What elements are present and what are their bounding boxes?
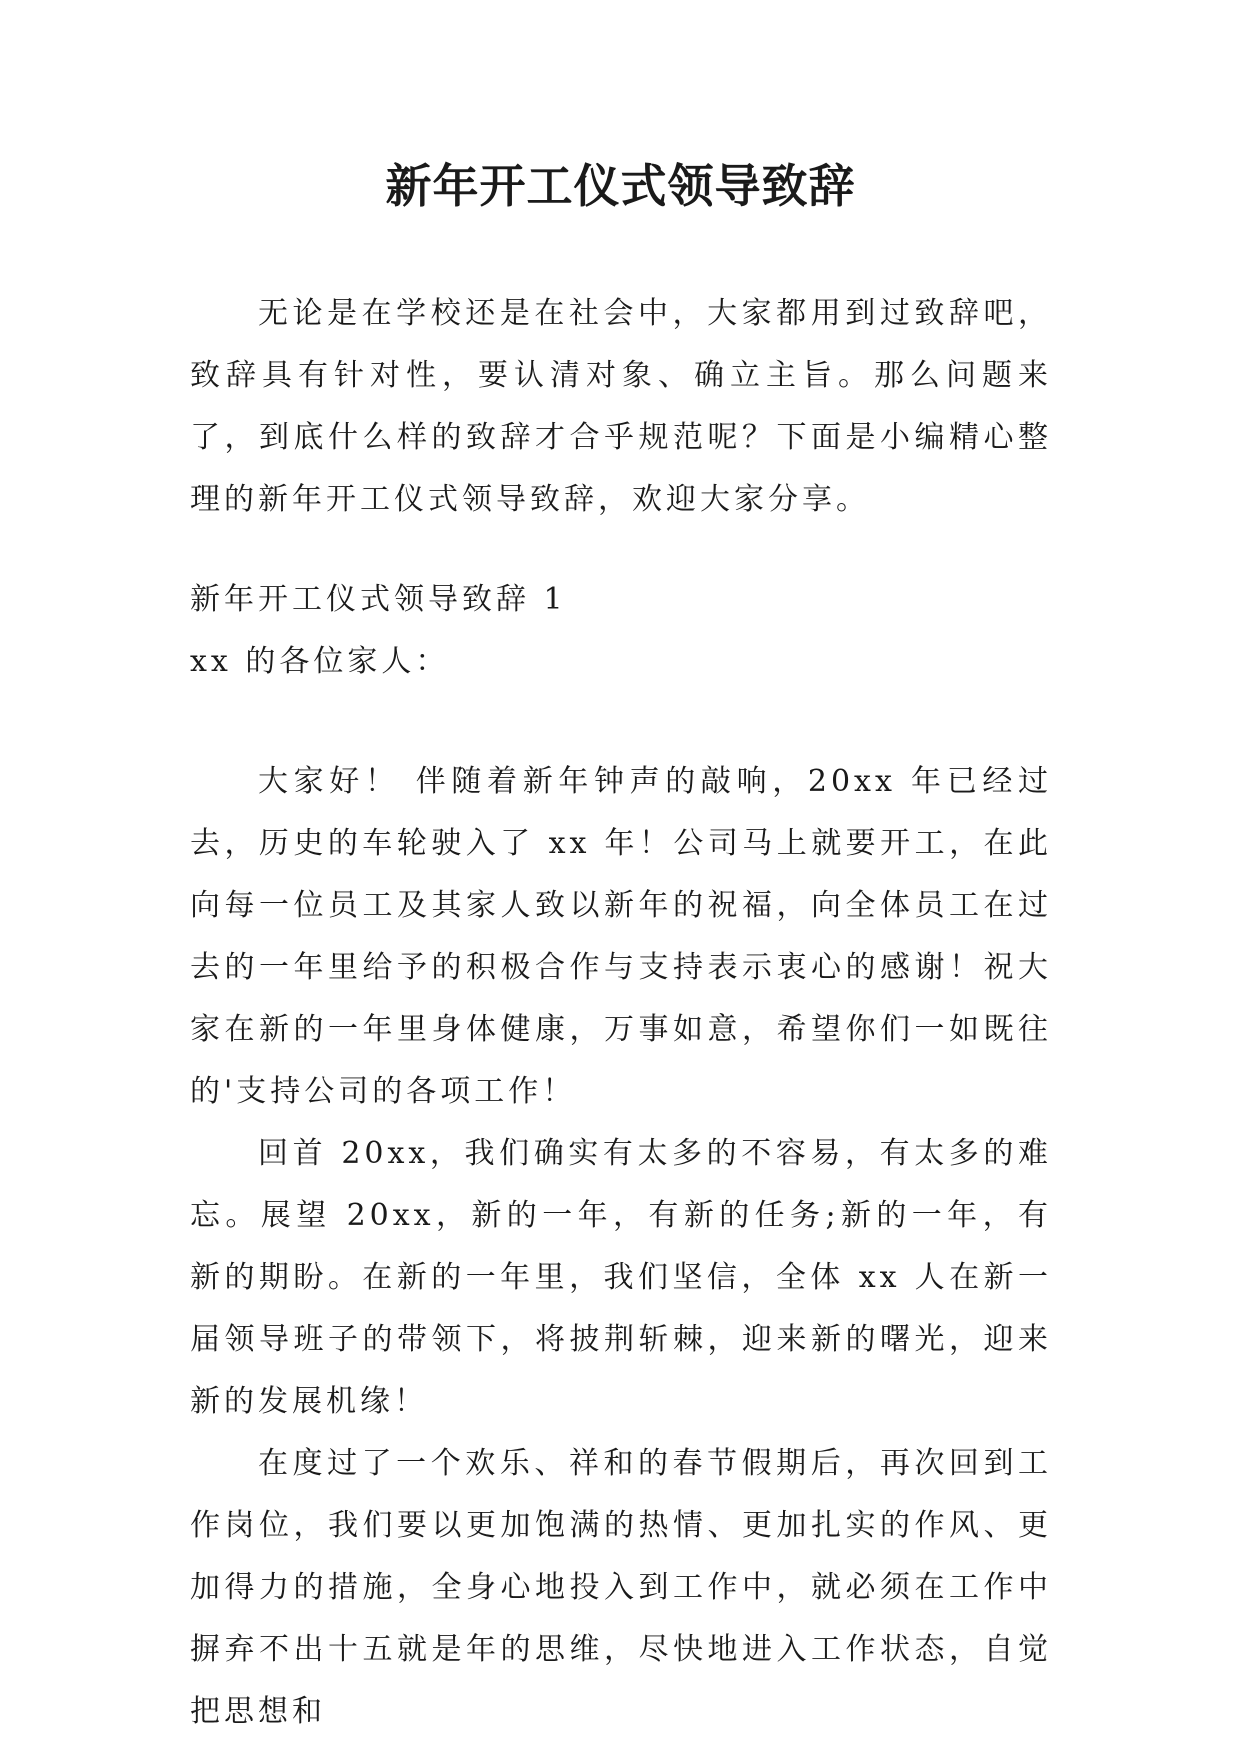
salutation: xx 的各位家人： — [190, 644, 450, 679]
document-title: 新年开工仪式领导致辞 — [385, 159, 856, 213]
section-header-block — [190, 569, 1052, 693]
intro-block — [190, 283, 1052, 531]
body-paragraph-3: 在度过了一个欢乐、祥和的春节假期后，再次回到工作岗位，我们要以更加饱满的热情、更加扎实的作风、更加得力的措施，全身心地投入到工作中，就必须在工作中摒弃不出十五就是年的思维，尽快地进入工作状态，自觉把思想和 — [190, 1446, 1052, 1729]
intro-paragraph: 无论是在学校还是在社会中，大家都用到过致辞吧，致辞具有针对性，要认清对象、确立主旨。那么问题来了，到底什么样的致辞才合乎规范呢？下面是小编精心整理的新年开工仪式领导致辞，欢迎大家分享。 — [190, 296, 1052, 517]
body-paragraph-1: 大家好！ 伴随着新年钟声的敲响，20xx 年已经过去，历史的车轮驶入了 xx 年！公司马上就要开工，在此向每一位员工及其家人致以新年的祝福，向全体员工在过去的一年里给予的积极合作与支持表示衷心的感谢！祝大家在新的一年里身体健康，万事如意，希望你们一如既往的'支持公司的各项工作！ — [190, 764, 1052, 1109]
letter-body — [190, 751, 1052, 1743]
body-paragraph-2: 回首 20xx，我们确实有太多的不容易，有太多的难忘。展望 20xx，新的一年，有新的任务;新的一年，有新的期盼。在新的一年里，我们坚信，全体 xx 人在新一届领导班子的带领下，将披荆斩棘，迎来新的曙光，迎来新的发展机缘！ — [190, 1136, 1052, 1419]
section-heading: 新年开工仪式领导致辞 1 — [190, 582, 567, 617]
